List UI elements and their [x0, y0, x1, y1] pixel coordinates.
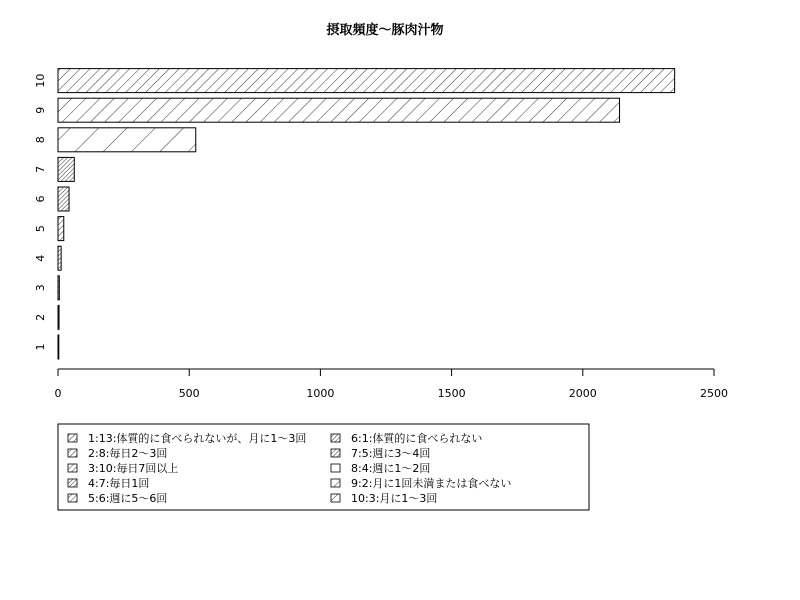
legend-swatch	[331, 479, 340, 487]
bar-6	[58, 187, 69, 211]
x-tick-label: 1500	[437, 387, 466, 400]
y-tick-label: 4	[33, 254, 47, 262]
bar-8	[58, 128, 196, 152]
legend-label: 7:5:週に3～4回	[351, 446, 431, 460]
bar-4	[58, 246, 61, 270]
legend-label: 9:2:月に1回未満または食べない	[351, 476, 512, 490]
legend-label: 4:7:毎日1回	[88, 476, 150, 490]
legend-swatch	[68, 449, 77, 457]
bar-7	[58, 157, 74, 181]
legend-label: 1:13:体質的に食べられないが、月に1～3回	[88, 431, 307, 445]
y-axis	[34, 74, 47, 351]
y-tick-label: 5	[33, 225, 47, 233]
bar-5	[58, 217, 64, 241]
x-tick-label: 500	[178, 387, 200, 400]
legend-label: 8:4:週に1～2回	[351, 461, 431, 475]
y-tick-label: 3	[33, 284, 47, 292]
bars	[58, 69, 675, 359]
x-axis	[55, 369, 729, 400]
legend-swatch	[331, 494, 340, 502]
bar-3	[58, 276, 59, 300]
legend	[58, 424, 589, 510]
y-tick-label: 2	[33, 313, 47, 321]
legend-label: 6:1:体質的に食べられない	[351, 431, 483, 445]
bar-9	[58, 98, 620, 122]
legend-swatch	[68, 434, 77, 442]
chart-title: 摂取頻度～豚肉汁物	[326, 23, 444, 38]
y-tick-label: 6	[33, 195, 47, 203]
y-tick-label: 9	[33, 106, 47, 114]
legend-swatch	[68, 464, 77, 472]
legend-label: 2:8:毎日2～3回	[88, 446, 168, 460]
legend-swatch	[68, 494, 77, 502]
legend-swatch	[331, 449, 340, 457]
x-tick-label: 2500	[700, 387, 728, 400]
legend-label: 3:10:毎日7回以上	[88, 461, 179, 475]
legend-label: 5:6:週に5～6回	[88, 491, 168, 505]
x-tick-label: 2000	[568, 387, 597, 400]
legend-label: 10:3:月に1～3回	[351, 491, 438, 505]
bar-1	[58, 335, 59, 359]
bar-2	[58, 305, 59, 329]
y-tick-label: 1	[33, 343, 47, 351]
x-tick-label: 1000	[306, 387, 335, 400]
x-tick-label: 0	[54, 387, 62, 400]
bar-10	[58, 69, 675, 93]
legend-swatch	[331, 464, 340, 472]
y-tick-label: 7	[33, 165, 47, 173]
legend-swatch	[68, 479, 77, 487]
y-tick-label: 10	[33, 73, 47, 88]
y-tick-label: 8	[33, 136, 47, 144]
legend-swatch	[331, 434, 340, 442]
